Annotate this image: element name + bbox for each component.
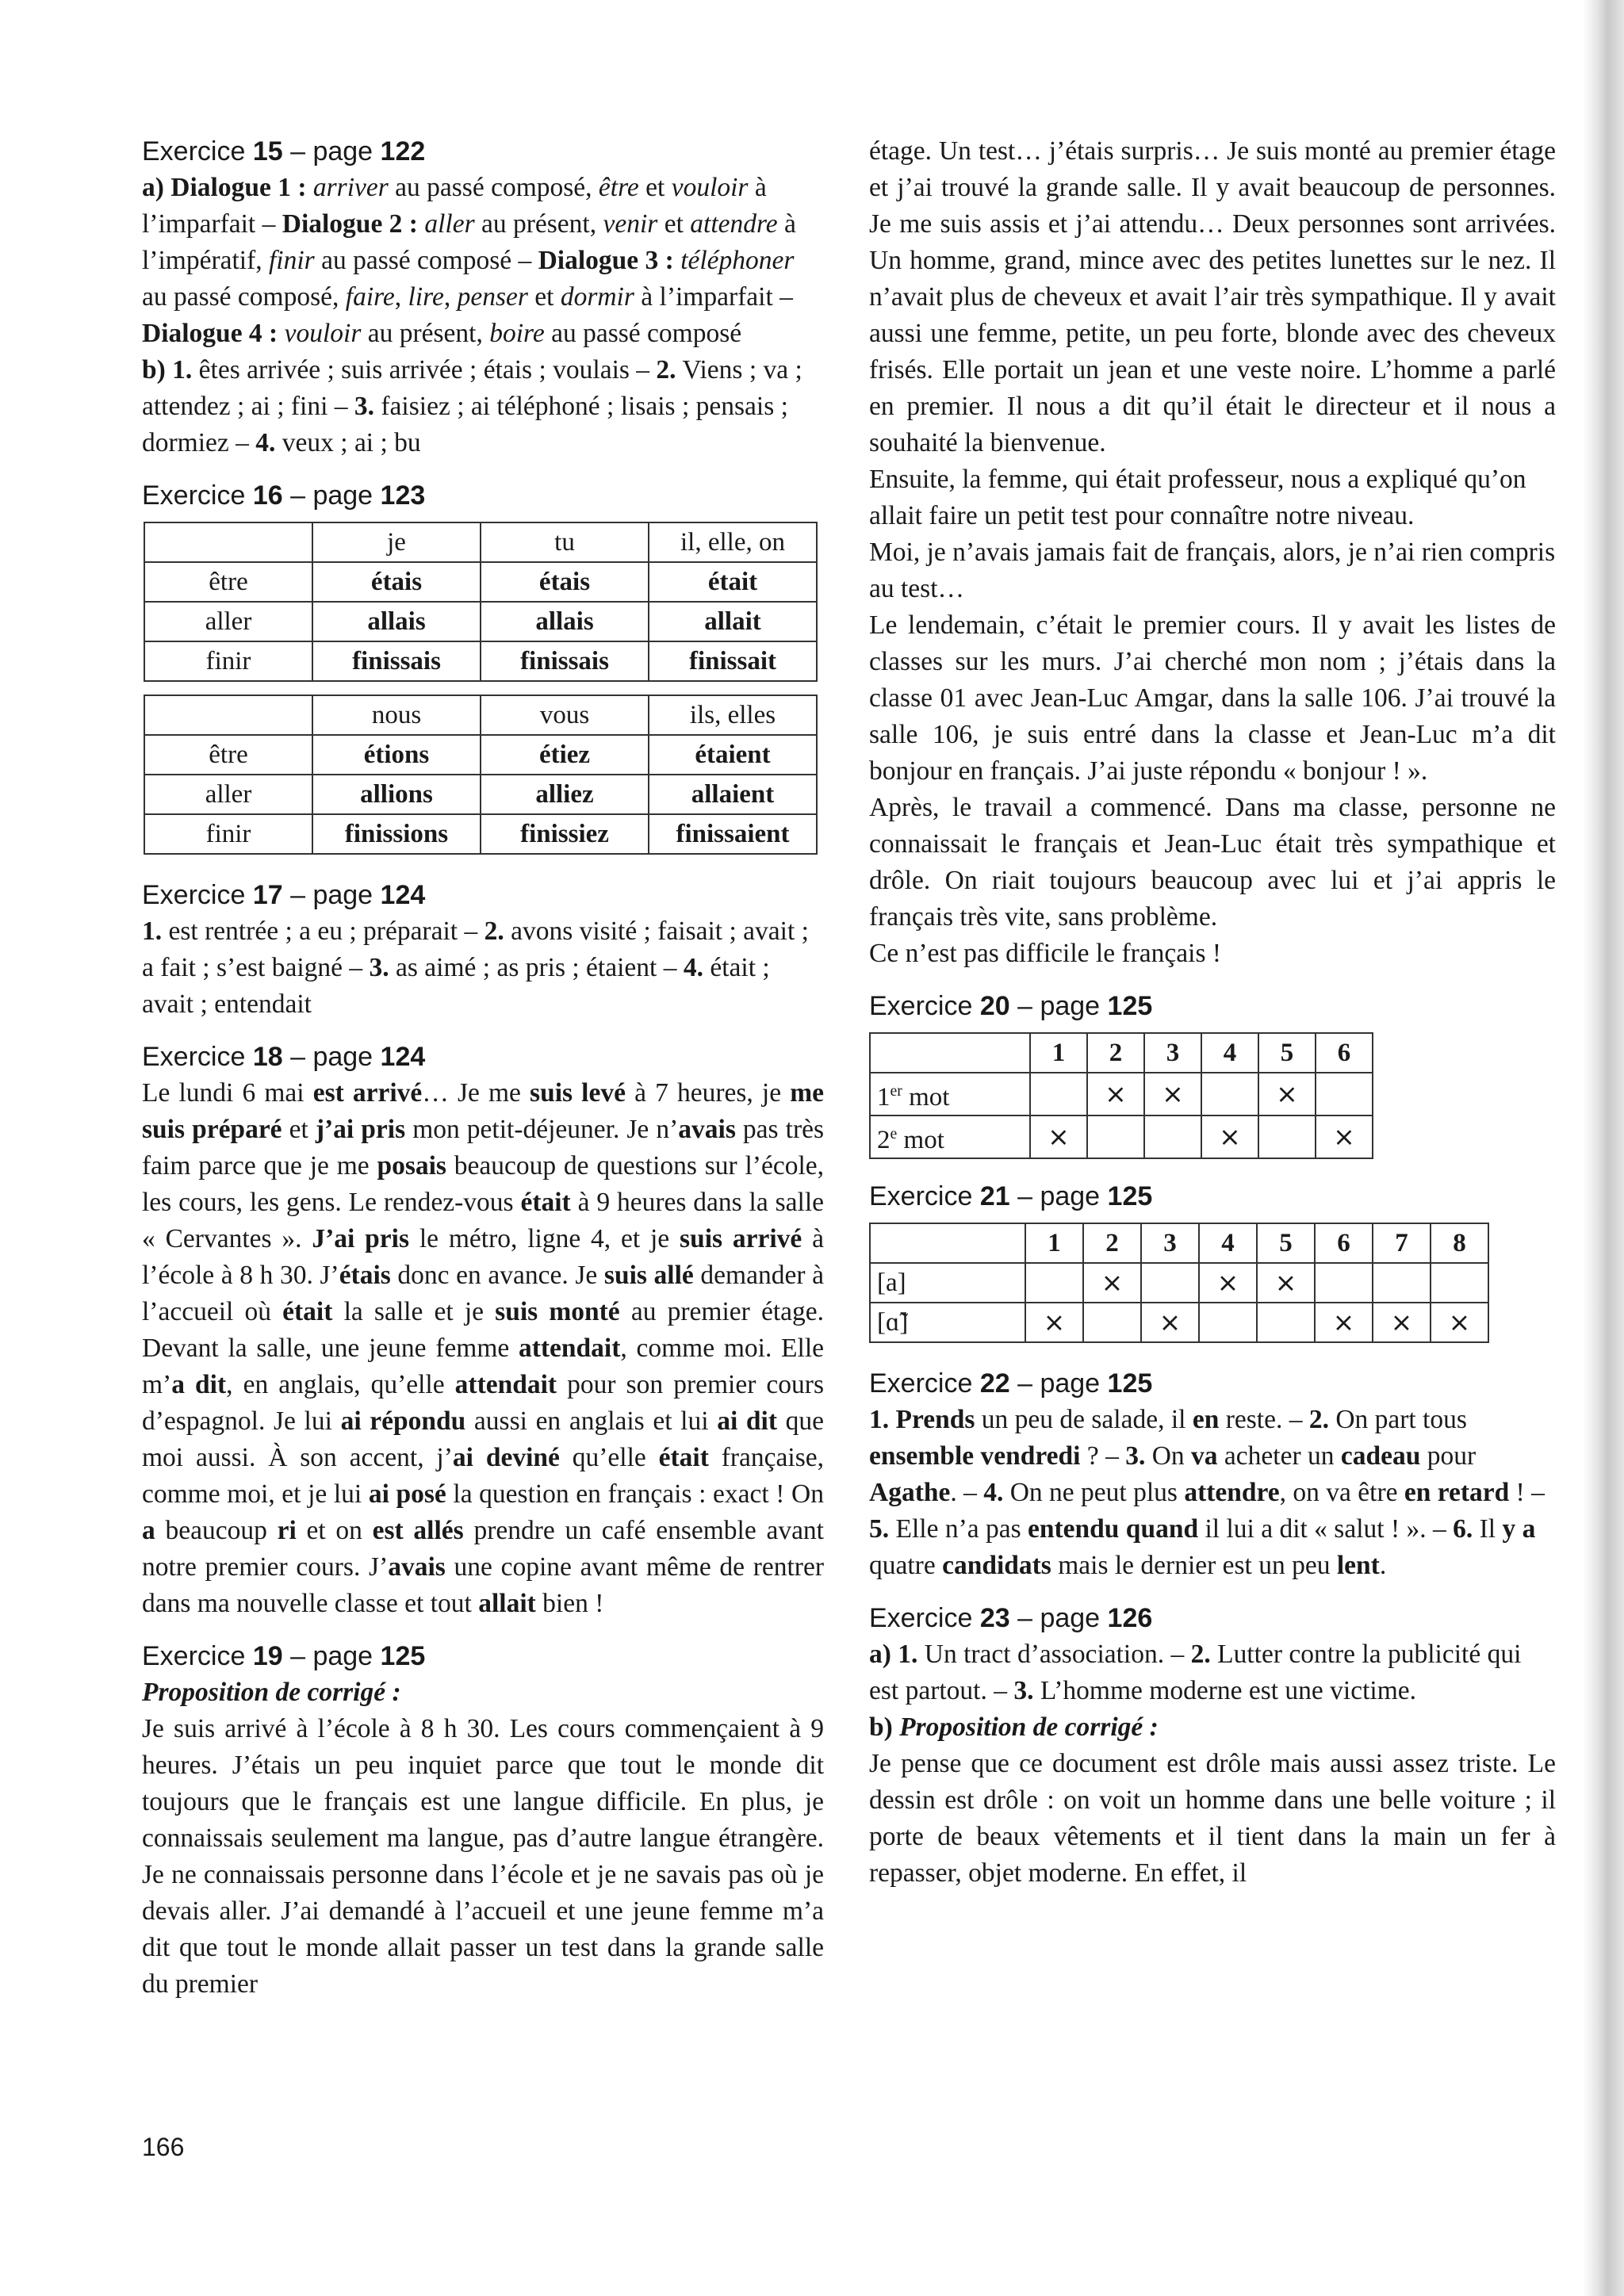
form-cell: allais bbox=[312, 602, 481, 641]
table-header-cell: 6 bbox=[1316, 1033, 1373, 1073]
form-cell: était bbox=[649, 562, 817, 602]
mark-cell bbox=[1030, 1073, 1087, 1115]
exercise-21-table bbox=[869, 1223, 1489, 1343]
form-cell: allais bbox=[481, 602, 649, 641]
exercise-19-text-part2: étage. Un test… j’étais surpris… Je suis monté au premier étage et j’ai trouvé la grande salle. Il y avait beaucoup de personnes. Je me suis assis et j’ai attendu… Deux personnes sont arrivées. Un homme, grand, mince avec des petites lunettes sur le nez. Il n’avait plus de cheveux et avait l’air très sympathique. Il y avait aussi une femme, petite, un peu forte, blonde avec des cheveux frisés. Elle portait un jean et une veste noire. L’homme a parlé en premier. Il nous a dit qu’il était le directeur et il nous a souhaité la bienvenue. bbox=[869, 136, 1556, 457]
form-cell: étais bbox=[481, 562, 649, 602]
mark-cell bbox=[1083, 1303, 1141, 1342]
table-header-cell: vous bbox=[481, 695, 649, 735]
table-header-cell: 1 bbox=[1025, 1223, 1083, 1263]
form-cell: finissiez bbox=[481, 814, 649, 854]
mark-cell bbox=[1315, 1263, 1373, 1303]
exercise-23-part-b-text: Je pense que ce document est drôle mais aussi assez triste. Le dessin est drôle : on voit un homme dans une belle voiture ; il porte de beaux vêtements et il tient dans la main un fer à repasser, objet moderne. En effet, il bbox=[869, 1749, 1556, 1888]
exercise-17-heading: Exercice 17 – page 124 bbox=[142, 880, 426, 910]
mark-cell: × bbox=[1431, 1303, 1488, 1342]
exercise-19-text-part6: Après, le travail a commencé. Dans ma classe, personne ne connaissait le français et Jean-Luc était très sympathique et drôle. On riait toujours beaucoup avec lui et j’ai appris le français très vite, sans problème. bbox=[869, 793, 1556, 932]
table-header-cell: 4 bbox=[1201, 1033, 1258, 1073]
exercise-19-subtitle: Proposition de corrigé : bbox=[142, 1678, 401, 1707]
exercise-22-answers: 1. Prends un peu de salade, il en reste. – 2. On part tous ensemble vendredi ? – 3. On va acheter un cadeau pour Agathe. – 4. On ne peut plus attendre, on va être en retard ! – 5. Elle n’a pas entendu quand il lui a dit « salut ! ». – 6. Il y a quatre candidats mais le dernier est un peu lent. bbox=[869, 1405, 1545, 1580]
table-row bbox=[144, 562, 817, 602]
exercise-19-text-part3: Ensuite, la femme, qui était professeur, nous a expliqué qu’on allait faire un petit test pour connaître notre niveau. bbox=[869, 465, 1526, 530]
page-edge-shadow bbox=[1583, 0, 1624, 2296]
conjugation-table-plural bbox=[144, 695, 818, 855]
exercise-19-text-part4: Moi, je n’avais jamais fait de français, alors, je n’ai rien compris au test… bbox=[869, 538, 1556, 603]
mark-cell bbox=[1257, 1303, 1315, 1342]
mark-cell: × bbox=[1087, 1073, 1144, 1115]
mark-cell bbox=[1199, 1303, 1257, 1342]
page-number: 166 bbox=[142, 2133, 185, 2161]
table-header-cell: 6 bbox=[1315, 1223, 1373, 1263]
table-header-cell: nous bbox=[312, 695, 481, 735]
mark-cell bbox=[1144, 1115, 1201, 1158]
mark-cell bbox=[1025, 1263, 1083, 1303]
exercise-20-heading: Exercice 20 – page 125 bbox=[869, 991, 1153, 1021]
table-header-cell: 8 bbox=[1431, 1223, 1488, 1263]
form-cell: finissais bbox=[481, 641, 649, 681]
mark-cell: × bbox=[1373, 1303, 1431, 1342]
verb-cell: être bbox=[144, 735, 312, 775]
table-header-cell: 4 bbox=[1199, 1223, 1257, 1263]
row-label-cell: [a] bbox=[870, 1263, 1025, 1303]
table-row bbox=[870, 1263, 1488, 1303]
exercise-21-heading: Exercice 21 – page 125 bbox=[869, 1181, 1153, 1211]
exercise-23-heading: Exercice 23 – page 126 bbox=[869, 1603, 1153, 1633]
table-header-cell: je bbox=[312, 522, 481, 562]
conjugation-table-singular bbox=[144, 522, 818, 682]
form-cell: allait bbox=[649, 602, 817, 641]
table-header-cell: 5 bbox=[1258, 1033, 1316, 1073]
mark-cell: × bbox=[1141, 1303, 1199, 1342]
table-row bbox=[144, 602, 817, 641]
mark-cell bbox=[1316, 1073, 1373, 1115]
mark-cell: × bbox=[1199, 1263, 1257, 1303]
exercise-19-heading: Exercice 19 – page 125 bbox=[142, 1641, 426, 1671]
form-cell: allaient bbox=[649, 775, 817, 814]
row-label-cell: 2e mot bbox=[870, 1115, 1030, 1158]
mark-cell: × bbox=[1316, 1115, 1373, 1158]
table-row bbox=[144, 641, 817, 681]
exercise-15-part-b: b) 1. êtes arrivée ; suis arrivée ; étais ; voulais – 2. Viens ; va ; attendez ; ai ; fini – 3. faisiez ; ai téléphoné ; lisais ; pensais ; dormiez – 4. veux ; ai ; bu bbox=[142, 355, 802, 457]
table-header-cell bbox=[870, 1223, 1025, 1263]
form-cell: étions bbox=[312, 735, 481, 775]
exercise-22-heading: Exercice 22 – page 125 bbox=[869, 1368, 1153, 1399]
left-column bbox=[142, 133, 824, 2003]
table-row bbox=[144, 735, 817, 775]
exercise-17-answers: 1. est rentrée ; a eu ; préparait – 2. avons visité ; faisait ; avait ; a fait ; s’est baigné – 3. as aimé ; as pris ; étaient – 4. était ; avait ; entendait bbox=[142, 916, 809, 1019]
form-cell: étiez bbox=[481, 735, 649, 775]
exercise-15-heading: Exercice 15 – page 122 bbox=[142, 136, 426, 166]
form-cell: allions bbox=[312, 775, 481, 814]
form-cell: finissaient bbox=[649, 814, 817, 854]
exercise-23-part-a: a) 1. Un tract d’association. – 2. Lutter contre la publicité qui est partout. – 3. L’homme moderne est une victime. bbox=[869, 1640, 1522, 1705]
form-cell: alliez bbox=[481, 775, 649, 814]
table-header-cell: ils, elles bbox=[649, 695, 817, 735]
exercise-18-heading: Exercice 18 – page 124 bbox=[142, 1042, 426, 1072]
mark-cell: × bbox=[1083, 1263, 1141, 1303]
exercise-15-part-a: a) Dialogue 1 : arriver au passé composé, être et vouloir à l’imparfait – Dialogue 2 : aller au présent, venir et attendre à l’impératif, finir au passé composé – Dialogue 3 : téléphoner au passé composé, faire, lire, penser et dormir à l’imparfait – Dialogue 4 : vouloir au présent, boire au passé composé bbox=[142, 173, 796, 348]
table-header-cell: il, elle, on bbox=[649, 522, 817, 562]
mark-cell: × bbox=[1025, 1303, 1083, 1342]
row-label-cell: 1er mot bbox=[870, 1073, 1030, 1115]
table-header-cell bbox=[144, 695, 312, 735]
mark-cell: × bbox=[1030, 1115, 1087, 1158]
verb-cell: aller bbox=[144, 775, 312, 814]
table-header-cell: 2 bbox=[1083, 1223, 1141, 1263]
verb-cell: finir bbox=[144, 814, 312, 854]
table-header-cell: 7 bbox=[1373, 1223, 1431, 1263]
table-row bbox=[144, 775, 817, 814]
mark-cell: × bbox=[1257, 1263, 1315, 1303]
mark-cell bbox=[1087, 1115, 1144, 1158]
table-header-cell: 3 bbox=[1144, 1033, 1201, 1073]
exercise-19-text-part7: Ce n’est pas difficile le français ! bbox=[869, 939, 1222, 968]
exercise-23-part-b-subtitle: b) Proposition de corrigé : bbox=[869, 1712, 1159, 1742]
form-cell: finissions bbox=[312, 814, 481, 854]
verb-cell: être bbox=[144, 562, 312, 602]
table-header-cell bbox=[144, 522, 312, 562]
mark-cell: × bbox=[1144, 1073, 1201, 1115]
verb-cell: finir bbox=[144, 641, 312, 681]
table-header-cell bbox=[870, 1033, 1030, 1073]
table-row bbox=[870, 1073, 1373, 1115]
table-header-cell: 2 bbox=[1087, 1033, 1144, 1073]
mark-cell bbox=[1431, 1263, 1488, 1303]
mark-cell: × bbox=[1201, 1115, 1258, 1158]
form-cell: finissais bbox=[312, 641, 481, 681]
form-cell: finissait bbox=[649, 641, 817, 681]
table-header-cell: 5 bbox=[1257, 1223, 1315, 1263]
table-header-cell: tu bbox=[481, 522, 649, 562]
mark-cell: × bbox=[1315, 1303, 1373, 1342]
exercise-16-heading: Exercice 16 – page 123 bbox=[142, 480, 426, 511]
table-row bbox=[870, 1115, 1373, 1158]
table-header-cell: 1 bbox=[1030, 1033, 1087, 1073]
mark-cell bbox=[1373, 1263, 1431, 1303]
mark-cell: × bbox=[1258, 1073, 1316, 1115]
form-cell: étais bbox=[312, 562, 481, 602]
mark-cell bbox=[1201, 1073, 1258, 1115]
exercise-19-text-part5: Le lendemain, c’était le premier cours. Il y avait les listes de classes sur les murs. J’ai cherché mon nom ; j’étais dans la classe 01 avec Jean-Luc Amgar, dans la salle 106. J’ai trouvé la salle 106, je suis entré dans la classe et Jean-Luc m’a dit bonjour en français. J’ai juste répondu « bonjour ! ». bbox=[869, 610, 1556, 786]
exercise-20-table bbox=[869, 1032, 1373, 1159]
exercise-19-text-part1: Je suis arrivé à l’école à 8 h 30. Les cours commençaient à 9 heures. J’étais un peu inquiet parce que tout le monde dit toujours que le français est une langue difficile. En plus, je connaissais seulement ma langue, pas d’autre langue étrangère. Je ne connaissais personne dans l’école et je ne savais pas où je devais aller. J’ai demandé à l’accueil et une jeune femme m’a dit que tout le monde allait passer un test dans la grande salle du premier bbox=[142, 1714, 824, 1999]
table-header-cell: 3 bbox=[1141, 1223, 1199, 1263]
mark-cell bbox=[1141, 1263, 1199, 1303]
table-row bbox=[144, 814, 817, 854]
right-column bbox=[869, 133, 1556, 1892]
verb-cell: aller bbox=[144, 602, 312, 641]
row-label-cell: [ɑ̃] bbox=[870, 1303, 1025, 1342]
form-cell: étaient bbox=[649, 735, 817, 775]
exercise-18-text: Le lundi 6 mai est arrivé… Je me suis levé à 7 heures, je me suis préparé et j’ai pris mon petit-déjeuner. Je n’avais pas très faim parce que je me posais beaucoup de questions sur l’école, les cours, les gens. Le rendez-vous était à 9 heures dans la salle « Cervantes ». J’ai pris le métro, ligne 4, et je suis arrivé à l’école à 8 h 30. J’étais donc en avance. Je suis allé demander à l’accueil où était la salle et je suis monté au premier étage. Devant la salle, une jeune femme attendait, comme moi. Elle m’a dit, en anglais, qu’elle attendait pour son premier cours d’espagnol. Je lui ai répondu aussi en anglais et lui ai dit que moi aussi. À son accent, j’ai deviné qu’elle était française, comme moi, et je lui ai posé la question en français : exact ! On a beaucoup ri et on est allés prendre un café ensemble avant notre premier cours. J’avais une copine avant même de rentrer dans ma nouvelle classe et tout allait bien ! bbox=[142, 1078, 825, 1618]
table-row bbox=[870, 1303, 1488, 1342]
mark-cell bbox=[1258, 1115, 1316, 1158]
